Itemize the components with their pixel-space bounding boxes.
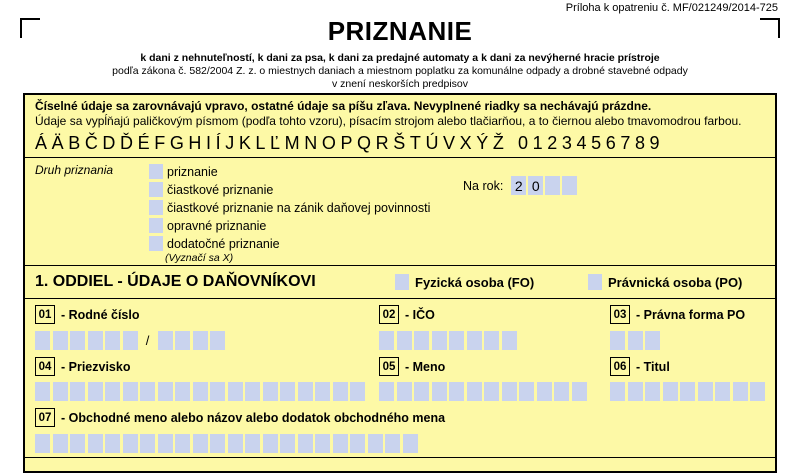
year-digit-2[interactable]: 0 (528, 176, 543, 195)
char-box[interactable] (645, 382, 660, 401)
char-box[interactable] (449, 331, 464, 350)
field-04-label (35, 357, 130, 376)
option-dodatocne[interactable] (149, 235, 280, 252)
char-box[interactable] (698, 382, 713, 401)
field-label: - Právna forma PO (636, 307, 746, 322)
char-box[interactable] (432, 382, 447, 401)
char-box[interactable] (53, 331, 68, 350)
field-05-label (379, 357, 445, 376)
checkbox[interactable] (149, 236, 163, 251)
field-label: - Rodné číslo (61, 307, 140, 322)
char-box[interactable] (610, 382, 625, 401)
char-box[interactable] (645, 331, 660, 350)
char-box[interactable] (298, 434, 313, 453)
option-label: priznanie (167, 164, 218, 179)
form-title: PRIZNANIE (327, 16, 473, 46)
char-box[interactable] (193, 434, 208, 453)
char-box[interactable] (123, 434, 138, 453)
char-box[interactable] (663, 382, 678, 401)
char-box[interactable] (105, 434, 120, 453)
char-box[interactable] (298, 382, 313, 401)
annex-reference: Príloha k opatreniu č. MF/021249/2014-725 (565, 2, 778, 14)
option-opravne[interactable] (149, 217, 266, 234)
char-box[interactable] (228, 382, 243, 401)
char-box[interactable] (193, 331, 208, 350)
char-box[interactable] (175, 382, 190, 401)
char-box[interactable] (379, 331, 394, 350)
druh-priznania-label: Druh priznania (35, 163, 114, 177)
option-label: čiastkové priznanie na zánik daňovej povinnosti (167, 200, 431, 215)
char-box[interactable] (610, 331, 625, 350)
char-box[interactable] (228, 434, 243, 453)
char-box[interactable] (333, 434, 348, 453)
char-box[interactable] (35, 434, 50, 453)
char-box[interactable] (193, 382, 208, 401)
char-box[interactable] (158, 434, 173, 453)
char-box[interactable] (105, 382, 120, 401)
handwriting-sample: ÁÄBČDĎÉFGHIÍJKLĽMNOPQRŠTÚVXÝŽ 0123456789 (35, 133, 665, 153)
field-label: - Meno (405, 359, 446, 374)
char-box[interactable] (628, 382, 643, 401)
field-label: - Obchodné meno alebo názov alebo dodatok obchodného mena (61, 410, 446, 425)
field-07-label (35, 408, 445, 427)
char-box[interactable] (397, 331, 412, 350)
checkbox[interactable] (588, 274, 602, 290)
char-box[interactable] (158, 331, 173, 350)
field-number: 02 (379, 305, 399, 324)
year-digit-1[interactable]: 2 (511, 176, 526, 195)
char-box[interactable] (123, 331, 138, 350)
checkbox[interactable] (149, 164, 163, 179)
char-box[interactable] (502, 331, 517, 350)
option-ciastkove[interactable] (149, 181, 273, 198)
option-label: dodatočné priznanie (167, 236, 280, 251)
char-box[interactable] (35, 382, 50, 401)
char-box[interactable] (70, 331, 85, 350)
char-box[interactable] (432, 331, 447, 350)
field-label: - Priezvisko (61, 359, 131, 374)
char-box[interactable] (449, 382, 464, 401)
legal-form-input[interactable] (610, 331, 663, 350)
char-box[interactable] (245, 434, 260, 453)
char-box[interactable] (88, 382, 103, 401)
checkbox[interactable] (149, 182, 163, 197)
char-box[interactable] (628, 331, 643, 350)
char-box[interactable] (414, 331, 429, 350)
birth-number-slash: / (145, 333, 150, 348)
char-box[interactable] (315, 382, 330, 401)
char-box[interactable] (210, 434, 225, 453)
checkbox[interactable] (149, 200, 163, 215)
year-digit-4[interactable] (562, 176, 577, 195)
field-number: 04 (35, 357, 55, 376)
char-box[interactable] (140, 434, 155, 453)
field-03-label (610, 305, 745, 324)
char-box[interactable] (70, 382, 85, 401)
char-box[interactable] (123, 382, 138, 401)
business-name-input[interactable] (35, 434, 420, 453)
tax-year-label: Na rok: (463, 178, 504, 193)
checkbox[interactable] (149, 218, 163, 233)
char-box[interactable] (519, 382, 534, 401)
char-box[interactable] (572, 382, 587, 401)
char-box[interactable] (105, 331, 120, 350)
char-box[interactable] (554, 382, 569, 401)
po-option[interactable] (588, 274, 742, 290)
field-number: 06 (610, 357, 630, 376)
char-box[interactable] (467, 331, 482, 350)
char-box[interactable] (88, 434, 103, 453)
po-label: Právnická osoba (PO) (608, 274, 743, 290)
char-box[interactable] (140, 382, 155, 401)
char-box[interactable] (333, 382, 348, 401)
first-name-input[interactable] (379, 382, 589, 401)
form-amendment-note: v znení neskorších predpisov (332, 78, 468, 90)
divider (25, 457, 775, 458)
char-box[interactable] (733, 382, 748, 401)
fo-option[interactable] (395, 274, 534, 290)
char-box[interactable] (502, 382, 517, 401)
option-priznanie[interactable] (149, 163, 218, 180)
char-box[interactable] (280, 434, 295, 453)
char-box[interactable] (175, 331, 190, 350)
checkbox[interactable] (395, 274, 409, 290)
form-law-reference: podľa zákona č. 582/2004 Z. z. o miestnych daniach a miestnom poplatku za komunálne odpady a drobné stavebné odpady (112, 65, 688, 77)
option-label: opravné priznanie (167, 218, 267, 233)
char-box[interactable] (484, 382, 499, 401)
char-box[interactable] (280, 382, 295, 401)
field-01-label (35, 305, 139, 324)
instruction-line-2: Údaje sa vypĺňajú paličkovým písmom (podľa tohto vzoru), písacím strojom alebo tlačiarňou, a to čiernou alebo tmavomodrou farbou. (35, 114, 742, 128)
divider (25, 265, 775, 266)
char-box[interactable] (245, 382, 260, 401)
title-input[interactable] (610, 382, 768, 401)
instruction-line-1: Číselné údaje sa zarovnávajú vpravo, ostatné údaje sa píšu zľava. Nevyplnené riadky sa nechávajú prázdne. (35, 99, 652, 113)
char-box[interactable] (158, 382, 173, 401)
char-box[interactable] (263, 382, 278, 401)
char-box[interactable] (315, 434, 330, 453)
char-box[interactable] (397, 382, 412, 401)
field-label: - Titul (636, 359, 670, 374)
char-box[interactable] (414, 382, 429, 401)
char-box[interactable] (210, 382, 225, 401)
field-02-label (379, 305, 435, 324)
field-06-label (610, 357, 670, 376)
divider (25, 298, 775, 299)
year-digit-3[interactable] (545, 176, 560, 195)
char-box[interactable] (715, 382, 730, 401)
char-box[interactable] (750, 382, 765, 401)
instructions (35, 99, 742, 129)
field-number: 03 (610, 305, 630, 324)
field-number: 07 (35, 408, 55, 427)
char-box[interactable] (467, 382, 482, 401)
mark-note: (Vyznačí sa X) (165, 252, 234, 264)
char-box[interactable] (210, 331, 225, 350)
option-ciastkove-zanik[interactable] (149, 199, 430, 216)
surname-input[interactable] (35, 382, 368, 401)
char-box[interactable] (175, 434, 190, 453)
section-1-title: 1. ODDIEL - ÚDAJE O DAŇOVNÍKOVI (35, 273, 316, 290)
tax-form (23, 93, 777, 473)
char-box[interactable] (70, 434, 85, 453)
char-box[interactable] (368, 434, 383, 453)
char-box[interactable] (35, 331, 50, 350)
divider (25, 157, 775, 158)
form-subtitle: k dani z nehnuteľností, k dani za psa, k dani za predajné automaty a k dani za nevýherné hracie prístroje (140, 52, 660, 64)
tax-year (463, 176, 577, 195)
char-box[interactable] (537, 382, 552, 401)
option-label: čiastkové priznanie (167, 182, 274, 197)
field-number: 01 (35, 305, 55, 324)
char-box[interactable] (680, 382, 695, 401)
birth-number-input[interactable] (35, 331, 228, 350)
char-box[interactable] (53, 434, 68, 453)
char-box[interactable] (484, 331, 499, 350)
fo-label: Fyzická osoba (FO) (415, 274, 535, 290)
char-box[interactable] (350, 382, 365, 401)
char-box[interactable] (88, 331, 103, 350)
char-box[interactable] (350, 434, 365, 453)
char-box[interactable] (403, 434, 418, 453)
ico-input[interactable] (379, 331, 519, 350)
char-box[interactable] (263, 434, 278, 453)
char-box[interactable] (385, 434, 400, 453)
field-label: - IČO (405, 307, 435, 322)
char-box[interactable] (53, 382, 68, 401)
char-box[interactable] (379, 382, 394, 401)
field-number: 05 (379, 357, 399, 376)
